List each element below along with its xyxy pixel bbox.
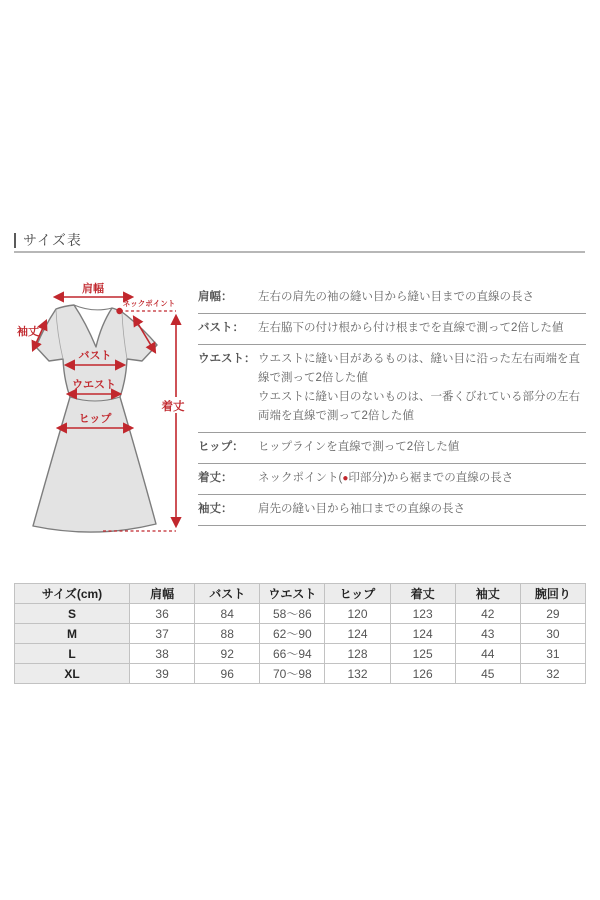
hip-label: ヒップ xyxy=(78,413,112,425)
definition-text-prefix: ネックポイント( xyxy=(258,472,343,484)
size-table-header-row xyxy=(15,584,586,604)
value-cell: 37 xyxy=(130,624,195,644)
definition-text xyxy=(258,469,586,488)
header-sleeve: 袖丈 xyxy=(455,584,520,604)
value-cell: 96 xyxy=(195,664,260,684)
body-length-label: 着丈 xyxy=(161,401,185,413)
definition-text-line2: ウエストに縫い目のないものは、一番くびれている部分の左右両端を直線で測って2倍した値 xyxy=(258,391,580,422)
value-cell: 29 xyxy=(520,604,585,624)
back-neckline-seam xyxy=(74,305,112,310)
value-cell: 124 xyxy=(390,624,455,644)
header-size: サイズ(cm) xyxy=(15,584,130,604)
value-cell: 128 xyxy=(325,644,390,664)
definition-row-body-length xyxy=(198,464,586,495)
size-table-section xyxy=(14,583,586,684)
value-cell: 125 xyxy=(390,644,455,664)
measurement-definitions xyxy=(198,283,586,526)
value-cell: 132 xyxy=(325,664,390,684)
definition-term: ヒップ： xyxy=(198,441,244,453)
dress-measurement-diagram xyxy=(0,265,190,575)
neck-point-label: ネックポイント xyxy=(122,299,176,308)
header-shoulder: 肩幅 xyxy=(130,584,195,604)
definition-text: 左右の肩先の袖の縫い目から縫い目までの直線の長さ xyxy=(258,291,534,303)
header-hip: ヒップ xyxy=(325,584,390,604)
dress-diagram-svg xyxy=(0,265,190,575)
header-body-length: 着丈 xyxy=(390,584,455,604)
definition-row-waist xyxy=(198,345,586,433)
definition-row-sleeve xyxy=(198,495,586,526)
value-cell: 124 xyxy=(325,624,390,644)
value-cell: 42 xyxy=(455,604,520,624)
definition-term: 肩幅： xyxy=(198,291,233,303)
definition-row-shoulder xyxy=(198,283,586,314)
size-table xyxy=(14,583,586,684)
header-waist: ウエスト xyxy=(260,584,325,604)
definition-term: バスト： xyxy=(198,322,244,334)
definition-text: 肩先の縫い目から袖口までの直線の長さ xyxy=(258,503,465,515)
table-row-m xyxy=(15,624,586,644)
value-cell: 62〜90 xyxy=(260,624,325,644)
definition-term: ウエスト： xyxy=(198,353,256,365)
table-row-xl xyxy=(15,664,586,684)
definition-term: 袖丈： xyxy=(198,503,233,515)
value-cell: 45 xyxy=(455,664,520,684)
bust-label: バスト xyxy=(78,350,112,362)
value-cell: 120 xyxy=(325,604,390,624)
size-cell: L xyxy=(15,644,130,664)
value-cell: 84 xyxy=(195,604,260,624)
title-divider xyxy=(14,251,585,253)
definition-text-line1: ウエストに縫い目があるものは、縫い目に沿った左右両端を直線で測って2倍した値 xyxy=(258,353,580,384)
definition-term: 着丈： xyxy=(198,472,233,484)
value-cell: 66〜94 xyxy=(260,644,325,664)
size-cell: XL xyxy=(15,664,130,684)
definition-row-bust xyxy=(198,314,586,345)
page-title-text: サイズ表 xyxy=(23,232,82,248)
definition-row-hip xyxy=(198,433,586,464)
definition-text: ヒップラインを直線で測って2倍した値 xyxy=(258,441,460,453)
size-cell: S xyxy=(15,604,130,624)
size-cell: M xyxy=(15,624,130,644)
page-title xyxy=(14,230,585,250)
definition-text: 左右脇下の付け根から付け根までを直線で測って2倍した値 xyxy=(258,322,564,334)
sleeve-length-label: 袖丈 xyxy=(17,326,39,338)
value-cell: 88 xyxy=(195,624,260,644)
value-cell: 36 xyxy=(130,604,195,624)
table-row-s xyxy=(15,604,586,624)
header-bust: バスト xyxy=(195,584,260,604)
value-cell: 123 xyxy=(390,604,455,624)
value-cell: 126 xyxy=(390,664,455,684)
value-cell: 31 xyxy=(520,644,585,664)
definition-text xyxy=(258,350,586,426)
value-cell: 32 xyxy=(520,664,585,684)
value-cell: 38 xyxy=(130,644,195,664)
value-cell: 30 xyxy=(520,624,585,644)
waist-label: ウエスト xyxy=(72,379,116,391)
value-cell: 58〜86 xyxy=(260,604,325,624)
value-cell: 44 xyxy=(455,644,520,664)
neck-point-dot xyxy=(116,308,122,314)
value-cell: 70〜98 xyxy=(260,664,325,684)
definition-text-suffix: 印部分)から裾までの直線の長さ xyxy=(348,472,514,484)
title-accent-bar xyxy=(14,233,16,248)
value-cell: 92 xyxy=(195,644,260,664)
shoulder-width-label: 肩幅 xyxy=(82,283,104,295)
table-row-l xyxy=(15,644,586,664)
value-cell: 39 xyxy=(130,664,195,684)
value-cell: 43 xyxy=(455,624,520,644)
header-arm: 腕回り xyxy=(520,584,585,604)
neck-point-mark-icon: ● xyxy=(342,473,349,484)
